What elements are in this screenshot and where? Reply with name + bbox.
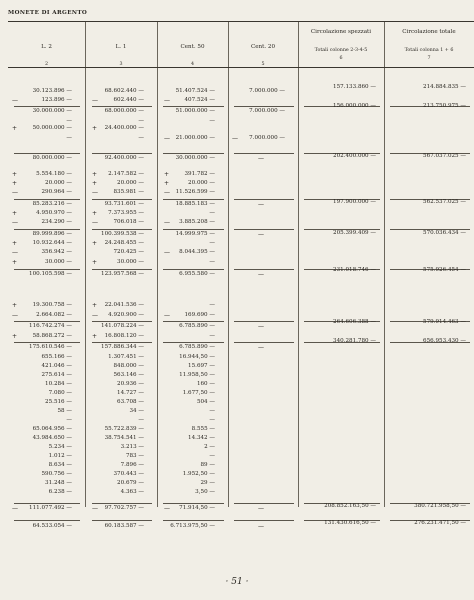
total-cell-value: 570.036.434 —: [423, 230, 466, 236]
table-cell-value: 5.234 —: [48, 444, 72, 450]
sign-mark: —: [164, 189, 170, 196]
sign-mark: —: [12, 219, 18, 226]
sign-mark: +: [12, 210, 18, 217]
table-cell-value: 10.932.644 —: [32, 240, 72, 246]
column-header-label: Circolazione totale: [402, 29, 456, 35]
total-cell-value: 205.399.409 —: [333, 230, 376, 236]
table-cell-value: 8.555 —: [191, 426, 215, 432]
table-cell-value: —: [66, 135, 72, 141]
table-cell-value: 175.610.546 —: [29, 344, 72, 350]
table-cell-value: 93.731.601 —: [104, 201, 144, 207]
table-cell-value: 370.443 —: [113, 471, 144, 477]
table-cell-value: 51.000.000 —: [175, 108, 215, 114]
table-cell-value: 85.283.216 —: [32, 201, 72, 207]
sign-mark: +: [12, 302, 18, 309]
empty-cell-dash: —: [258, 505, 264, 512]
total-cell-value: 197.900.000 —: [333, 199, 376, 205]
table-cell-value: 20.000 —: [188, 180, 215, 186]
table-cell-value: 18.885.183 —: [175, 201, 215, 207]
sign-mark: +: [164, 180, 170, 187]
sign-mark: +: [12, 180, 18, 187]
table-cell-value: 5.554.180 —: [36, 171, 72, 177]
table-cell-value: 24.248.455 —: [104, 240, 144, 246]
table-cell-value: 169.690 —: [184, 312, 215, 318]
table-cell-value: —: [209, 118, 215, 124]
table-cell-value: 7.000.000 —: [249, 88, 285, 94]
table-cell-value: 4.920.900 —: [108, 312, 144, 318]
table-cell-value: 563.146 —: [113, 372, 144, 378]
table-cell-value: 30.000.000 —: [32, 108, 72, 114]
subtotal-rule: [92, 199, 152, 200]
total-cell-value: 131.430.616,50 —: [324, 520, 376, 526]
sign-mark: —: [232, 135, 238, 142]
table-cell-value: 6.713.975,50 —: [170, 523, 215, 529]
total-cell-value: 157.133.860 —: [333, 84, 376, 90]
total-cell-value: 276.231.471,50 —: [414, 520, 466, 526]
table-cell-value: 100.105.598 —: [29, 271, 72, 277]
table-cell-value: 290.964 —: [41, 189, 72, 195]
column-divider: [298, 22, 299, 507]
table-cell-value: 1.012 —: [48, 453, 72, 459]
table-cell-value: 116.742.274 —: [29, 323, 72, 329]
table-cell-value: —: [66, 118, 72, 124]
subtotal-rule: [234, 321, 294, 322]
subtotal-rule: [234, 153, 294, 154]
sign-mark: +: [12, 125, 18, 132]
total-cell-value: 264.606.388 —: [333, 319, 376, 325]
sign-mark: —: [92, 189, 98, 196]
total-cell-value: 231.018.746 —: [333, 267, 376, 273]
table-cell-value: 4.950.970 —: [36, 210, 72, 216]
table-cell-value: 234.290 —: [41, 219, 72, 225]
table-cell-value: 4.363 —: [120, 489, 144, 495]
table-cell-value: 20.000 —: [117, 180, 144, 186]
table-cell-value: 58 —: [57, 408, 72, 414]
table-cell-value: 10.284 —: [45, 381, 72, 387]
column-divider: [384, 22, 385, 507]
subtotal-rule: [163, 269, 224, 270]
column-header-label: Circolazione spezzati: [310, 29, 372, 35]
subtotal-rule: [163, 229, 224, 230]
sign-mark: +: [92, 259, 98, 266]
table-cell-value: —: [209, 259, 215, 265]
total-cell-value: 213.750.975 —: [423, 103, 466, 109]
table-cell-value: 7.080 —: [48, 390, 72, 396]
table-cell-value: 30.123.896 —: [32, 88, 72, 94]
table-cell-value: —: [209, 240, 215, 246]
table-cell-value: 14.727 —: [117, 390, 144, 396]
table-cell-value: 706.018 —: [113, 219, 144, 225]
table-cell-value: —: [66, 417, 72, 423]
table-cell-value: 1.677,50 —: [182, 390, 215, 396]
table-cell-value: 89.999.896 —: [32, 231, 72, 237]
table-cell-value: 2.664.082 —: [36, 312, 72, 318]
sign-mark: +: [12, 259, 18, 266]
subtotal-rule: [234, 106, 294, 107]
table-cell-value: 123.957.568 —: [101, 271, 144, 277]
total-cell-value: 656.953.430 —: [423, 338, 466, 344]
table-cell-value: 11.958,50 —: [179, 372, 215, 378]
sign-mark: +: [92, 302, 98, 309]
table-cell-value: 68.000.000 —: [104, 108, 144, 114]
table-cell-value: 25.516 —: [45, 399, 72, 405]
table-cell-value: —: [138, 417, 144, 423]
table-cell-value: 16.808.120 —: [104, 333, 144, 339]
subtotal-rule: [92, 342, 152, 343]
table-cell-value: 14.999.975 —: [175, 231, 215, 237]
table-cell-value: —: [209, 210, 215, 216]
subtotal-rule: [163, 321, 224, 322]
table-cell-value: 68.602.440 —: [104, 88, 144, 94]
table-cell-value: 31.248 —: [45, 480, 72, 486]
sign-mark: —: [12, 249, 18, 256]
subtotal-rule: [163, 520, 224, 521]
column-number: 3: [119, 62, 123, 67]
sign-mark: —: [164, 249, 170, 256]
table-cell-value: 50.000.000 —: [32, 125, 72, 131]
sign-mark: +: [92, 210, 98, 217]
table-cell-value: 63.708 —: [117, 399, 144, 405]
sign-mark: +: [92, 240, 98, 247]
sign-mark: +: [164, 171, 170, 178]
total-cell-value: 562.537.025 —: [423, 199, 466, 205]
table-cell-value: 2.147.582 —: [108, 171, 144, 177]
column-header-label: L. 2: [41, 44, 52, 50]
sign-mark: —: [92, 312, 98, 319]
table-cell-value: 15.697 —: [188, 363, 215, 369]
column-header-label: Cent. 50: [180, 44, 205, 50]
sign-mark: —: [12, 312, 18, 319]
column-header-label: L. 1: [115, 44, 127, 50]
table-cell-value: 6.955.580 —: [179, 271, 215, 277]
sign-mark: +: [12, 333, 18, 340]
table-cell-value: 275.614 —: [41, 372, 72, 378]
subtotal-rule: [14, 153, 80, 154]
table-cell-value: 602.440 —: [113, 97, 144, 103]
table-cell-value: 590.756 —: [41, 471, 72, 477]
total-cell-value: 575.926.454 —: [423, 267, 466, 273]
table-cell-value: 160 —: [196, 381, 215, 387]
table-cell-value: 720.425 —: [113, 249, 144, 255]
sign-mark: —: [92, 505, 98, 512]
total-cell-value: 340.281.780 —: [333, 338, 376, 344]
total-cell-value: 208.852.163,50 —: [324, 503, 376, 509]
empty-cell-dash: —: [258, 155, 264, 162]
sign-mark: —: [164, 97, 170, 104]
empty-cell-dash: —: [258, 201, 264, 208]
running-head: MONETE DI ARGENTO: [8, 10, 88, 16]
empty-cell-dash: —: [258, 271, 264, 278]
top-rule: [8, 21, 474, 22]
table-cell-value: 783 —: [125, 453, 144, 459]
table-cell-value: 1.307.451 —: [108, 354, 144, 360]
table-cell-value: 16.944,50 —: [179, 354, 215, 360]
subtotal-rule: [92, 229, 152, 230]
table-cell-value: 58.868.272 —: [32, 333, 72, 339]
table-cell-value: 111.077.492 —: [29, 505, 72, 511]
total-cell-value: 579.914.463 —: [423, 319, 466, 325]
table-cell-value: 80.000.000 —: [32, 155, 72, 161]
table-cell-value: 8.044.395 —: [179, 249, 215, 255]
subtotal-rule: [234, 229, 294, 230]
table-cell-value: 34 —: [129, 408, 144, 414]
subtotal-rule: [92, 106, 152, 107]
table-cell-value: 141.078.224 —: [101, 323, 144, 329]
subtotal-rule: [163, 106, 224, 107]
table-cell-value: 407.524 —: [184, 97, 215, 103]
table-cell-value: 100.399.538 —: [101, 231, 144, 237]
table-cell-value: —: [209, 408, 215, 414]
empty-cell-dash: —: [258, 523, 264, 530]
table-cell-value: 7.000.000 —: [249, 135, 285, 141]
column-header-subtitle: Totali colonna 1 + 6: [404, 48, 454, 53]
table-cell-value: —: [138, 135, 144, 141]
subtotal-rule: [14, 229, 80, 230]
subtotal-rule: [14, 106, 80, 107]
table-cell-value: 92.400.000 —: [104, 155, 144, 161]
table-cell-value: 20.936 —: [117, 381, 144, 387]
total-cell-value: 156.000.000 —: [333, 103, 376, 109]
sign-mark: —: [164, 135, 170, 142]
table-cell-value: 43.984.650 —: [32, 435, 72, 441]
subtotal-rule: [234, 520, 294, 521]
table-cell-value: —: [209, 453, 215, 459]
column-divider: [85, 22, 86, 507]
total-cell-value: 380.721.958,50 —: [414, 503, 466, 509]
sign-mark: +: [12, 171, 18, 178]
table-cell-value: 30.000.000 —: [175, 155, 215, 161]
table-cell-value: 421.046 —: [41, 363, 72, 369]
table-cell-value: —: [209, 302, 215, 308]
table-cell-value: 3.213 —: [120, 444, 144, 450]
subtotal-rule: [92, 321, 152, 322]
total-cell-value: 567.037.025 —: [423, 153, 466, 159]
table-cell-value: 504 —: [196, 399, 215, 405]
column-number: 4: [190, 62, 195, 67]
column-number: 6: [339, 56, 343, 61]
table-cell-value: —: [138, 118, 144, 124]
table-cell-value: 22.041.536 —: [104, 302, 144, 308]
sign-mark: +: [92, 125, 98, 132]
subtotal-rule: [14, 269, 80, 270]
table-cell-value: 21.000.000 —: [175, 135, 215, 141]
column-number: 2: [44, 62, 49, 67]
subtotal-rule: [14, 503, 80, 504]
table-cell-value: 11.526.599 —: [175, 189, 215, 195]
table-cell-value: 6.238 —: [48, 489, 72, 495]
table-cell-value: 1.952,50 —: [182, 471, 215, 477]
table-cell-value: 655.166 —: [41, 354, 72, 360]
table-cell-value: 55.722.839 —: [104, 426, 144, 432]
table-cell-value: 29 —: [200, 480, 215, 486]
sign-mark: —: [12, 189, 18, 196]
column-divider: [157, 22, 158, 507]
table-cell-value: 2 —: [204, 444, 215, 450]
table-cell-value: 3.885.208 —: [179, 219, 215, 225]
table-cell-value: 7.000.000 —: [249, 108, 285, 114]
subtotal-rule: [234, 199, 294, 200]
table-cell-value: 6.785.890 —: [179, 323, 215, 329]
subtotal-rule: [234, 503, 294, 504]
column-number: 5: [261, 62, 265, 67]
table-cell-value: 64.533.054 —: [32, 523, 72, 529]
table-cell-value: 97.702.757 —: [104, 505, 144, 511]
table-cell-value: 19.300.758 —: [32, 302, 72, 308]
page-number: · 51 ·: [225, 577, 249, 587]
subtotal-rule: [234, 342, 294, 343]
subtotal-rule: [14, 321, 80, 322]
sign-mark: +: [12, 240, 18, 247]
empty-cell-dash: —: [258, 323, 264, 330]
sign-mark: +: [92, 180, 98, 187]
sign-mark: —: [12, 97, 18, 104]
sign-mark: —: [164, 505, 170, 512]
total-cell-value: 202.400.000 —: [333, 153, 376, 159]
table-cell-value: 14.342 —: [188, 435, 215, 441]
table-cell-value: 7.896 —: [120, 462, 144, 468]
sign-mark: —: [92, 219, 98, 226]
subtotal-rule: [163, 153, 224, 154]
empty-cell-dash: —: [258, 344, 264, 351]
column-number: 7: [427, 56, 431, 61]
table-cell-value: 123.896 —: [41, 97, 72, 103]
column-header-subtitle: Totali colonne 2-3-4-5: [314, 48, 368, 53]
table-cell-value: 60.183.587 —: [104, 523, 144, 529]
subtotal-rule: [92, 153, 152, 154]
subtotal-rule: [163, 503, 224, 504]
subtotal-rule: [234, 269, 294, 270]
total-cell-value: 214.884.835 —: [423, 84, 466, 90]
table-cell-value: 356.942 —: [41, 249, 72, 255]
subtotal-rule: [92, 520, 152, 521]
table-cell-value: 20.679 —: [117, 480, 144, 486]
table-cell-value: 835.981 —: [113, 189, 144, 195]
subtotal-rule: [163, 342, 224, 343]
table-cell-value: 7.373.955 —: [108, 210, 144, 216]
table-cell-value: 30.000 —: [45, 259, 72, 265]
table-cell-value: 391.782 —: [184, 171, 215, 177]
sign-mark: —: [164, 219, 170, 226]
sign-mark: +: [92, 171, 98, 178]
table-cell-value: 3,50 —: [195, 489, 215, 495]
subtotal-rule: [14, 520, 80, 521]
sign-mark: —: [12, 505, 18, 512]
sign-mark: +: [92, 333, 98, 340]
table-cell-value: 51.407.524 —: [175, 88, 215, 94]
empty-cell-dash: —: [258, 231, 264, 238]
subtotal-rule: [163, 199, 224, 200]
subtotal-rule: [14, 342, 80, 343]
table-cell-value: 24.400.000 —: [104, 125, 144, 131]
sign-mark: —: [92, 97, 98, 104]
table-cell-value: 848.000 —: [113, 363, 144, 369]
table-cell-value: 20.000 —: [45, 180, 72, 186]
table-cell-value: 30.000 —: [117, 259, 144, 265]
table-cell-value: 157.886.344 —: [101, 344, 144, 350]
subtotal-rule: [92, 269, 152, 270]
sign-mark: —: [164, 312, 170, 319]
table-cell-value: —: [209, 333, 215, 339]
table-cell-value: 89 —: [200, 462, 215, 468]
subtotal-rule: [14, 199, 80, 200]
header-rule: [8, 67, 474, 68]
subtotal-rule: [92, 503, 152, 504]
table-cell-value: 65.064.956 —: [32, 426, 72, 432]
table-cell-value: 71.914,50 —: [179, 505, 215, 511]
column-header-label: Cent. 20: [250, 44, 276, 50]
table-cell-value: 38.754.541 —: [104, 435, 144, 441]
table-cell-value: 8.634 —: [48, 462, 72, 468]
table-cell-value: 6.785.890 —: [179, 344, 215, 350]
table-cell-value: —: [209, 417, 215, 423]
